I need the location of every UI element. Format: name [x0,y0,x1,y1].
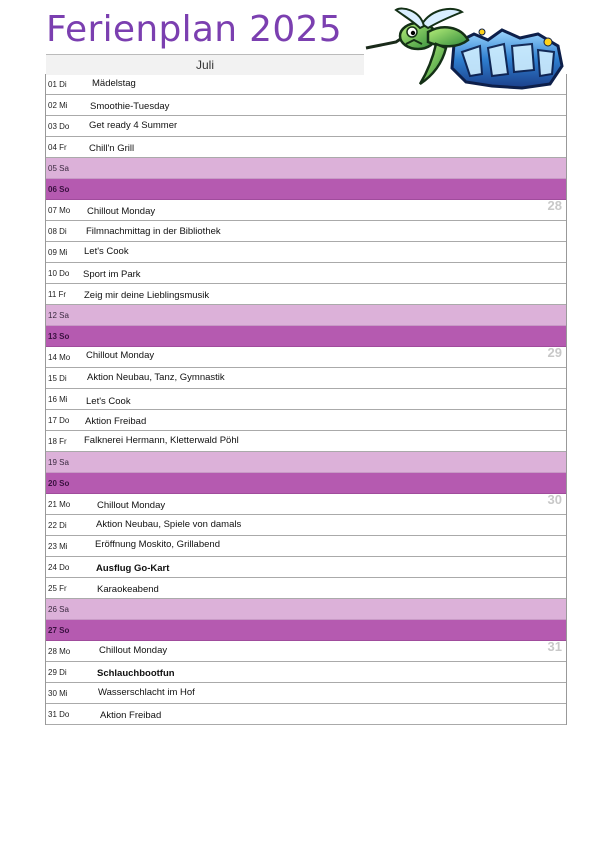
table-row [46,410,566,431]
table-row [46,74,566,95]
day-label: 31 Do [48,710,70,719]
table-row [46,557,566,578]
event-label: Sport im Park [83,269,141,280]
table-row [46,116,566,137]
table-row [46,284,566,305]
table-row [46,683,566,704]
day-label: 19 Sa [48,458,69,467]
day-label: 17 Do [48,416,70,425]
day-label: 10 Do [48,269,70,278]
table-row [46,137,566,158]
event-label: Aktion Freibad [85,416,147,427]
event-label: Chillout Monday [97,500,166,511]
day-label: 06 So [48,185,70,194]
week-number: 30 [547,492,562,507]
day-label: 16 Mi [48,395,68,404]
event-label: Wasserschlacht im Hof [98,687,195,698]
table-row [46,704,566,725]
table-row [46,179,566,200]
day-label: 03 Do [48,122,70,131]
event-label: Chill'n Grill [89,143,135,154]
day-label: 07 Mo [48,206,71,215]
week-number: 31 [547,639,562,654]
table-row [46,536,566,557]
table-row [46,326,566,347]
table-row [46,95,566,116]
day-label: 08 Di [48,227,67,236]
table-row [46,221,566,242]
table-row [46,620,566,641]
day-label: 11 Fr [48,290,67,299]
event-label: Ausflug Go-Kart [96,563,170,574]
day-label: 26 Sa [48,605,69,614]
event-label: Chillout Monday [86,350,155,361]
week-number: 28 [547,198,562,213]
day-label: 25 Fr [48,584,67,593]
month-header: Juli [46,54,364,75]
day-label: 04 Fr [48,143,67,152]
day-label: 27 So [48,626,70,635]
table-row [46,305,566,326]
day-label: 20 So [48,479,70,488]
day-label: 30 Mi [48,689,68,698]
day-label: 15 Di [48,374,67,383]
event-label: Zeig mir deine Lieblingsmusik [84,290,210,301]
table-row [46,599,566,620]
day-label: 12 Sa [48,311,69,320]
event-label: Chillout Monday [99,645,168,656]
day-label: 29 Di [48,668,67,677]
day-label: 14 Mo [48,353,71,362]
table-row [46,641,566,662]
day-label: 24 Do [48,563,70,572]
event-label: Mädelstag [92,78,136,89]
table-row [46,452,566,473]
table-row [46,242,566,263]
event-label: Eröffnung Moskito, Grillabend [95,539,220,550]
day-label: 18 Fr [48,437,67,446]
event-label: Smoothie-Tuesday [90,101,170,112]
table-row [46,494,566,515]
event-label: Schlauchbootfun [97,668,175,679]
table-row [46,347,566,368]
event-label: Let's Cook [86,396,131,407]
table-row [46,200,566,221]
event-label: Let's Cook [84,246,129,257]
event-label: Aktion Freibad [100,710,162,721]
week-number: 29 [547,345,562,360]
table-row [46,473,566,494]
table-row [46,158,566,179]
day-label: 22 Di [48,521,67,530]
day-label: 13 So [48,332,70,341]
event-label: Chillout Monday [87,206,156,217]
calendar-table [45,74,567,725]
table-row [46,578,566,599]
day-label: 01 Di [48,80,67,89]
event-label: Aktion Neubau, Tanz, Gymnastik [87,372,225,383]
day-label: 28 Mo [48,647,71,656]
event-label: Falknerei Hermann, Kletterwald Pöhl [84,435,239,446]
table-row [46,263,566,284]
table-row [46,662,566,683]
day-label: 09 Mi [48,248,68,257]
table-row [46,431,566,452]
day-label: 23 Mi [48,542,68,551]
table-row [46,368,566,389]
event-label: Aktion Neubau, Spiele von damals [96,519,242,530]
day-label: 02 Mi [48,101,68,110]
table-row [46,515,566,536]
page-title: Ferienplan 2025 [46,9,342,50]
day-label: 05 Sa [48,164,69,173]
day-label: 21 Mo [48,500,71,509]
event-label: Karaokeabend [97,584,159,595]
event-label: Filmnachmittag in der Bibliothek [86,226,221,237]
event-label: Get ready 4 Summer [89,120,178,131]
table-row [46,389,566,410]
